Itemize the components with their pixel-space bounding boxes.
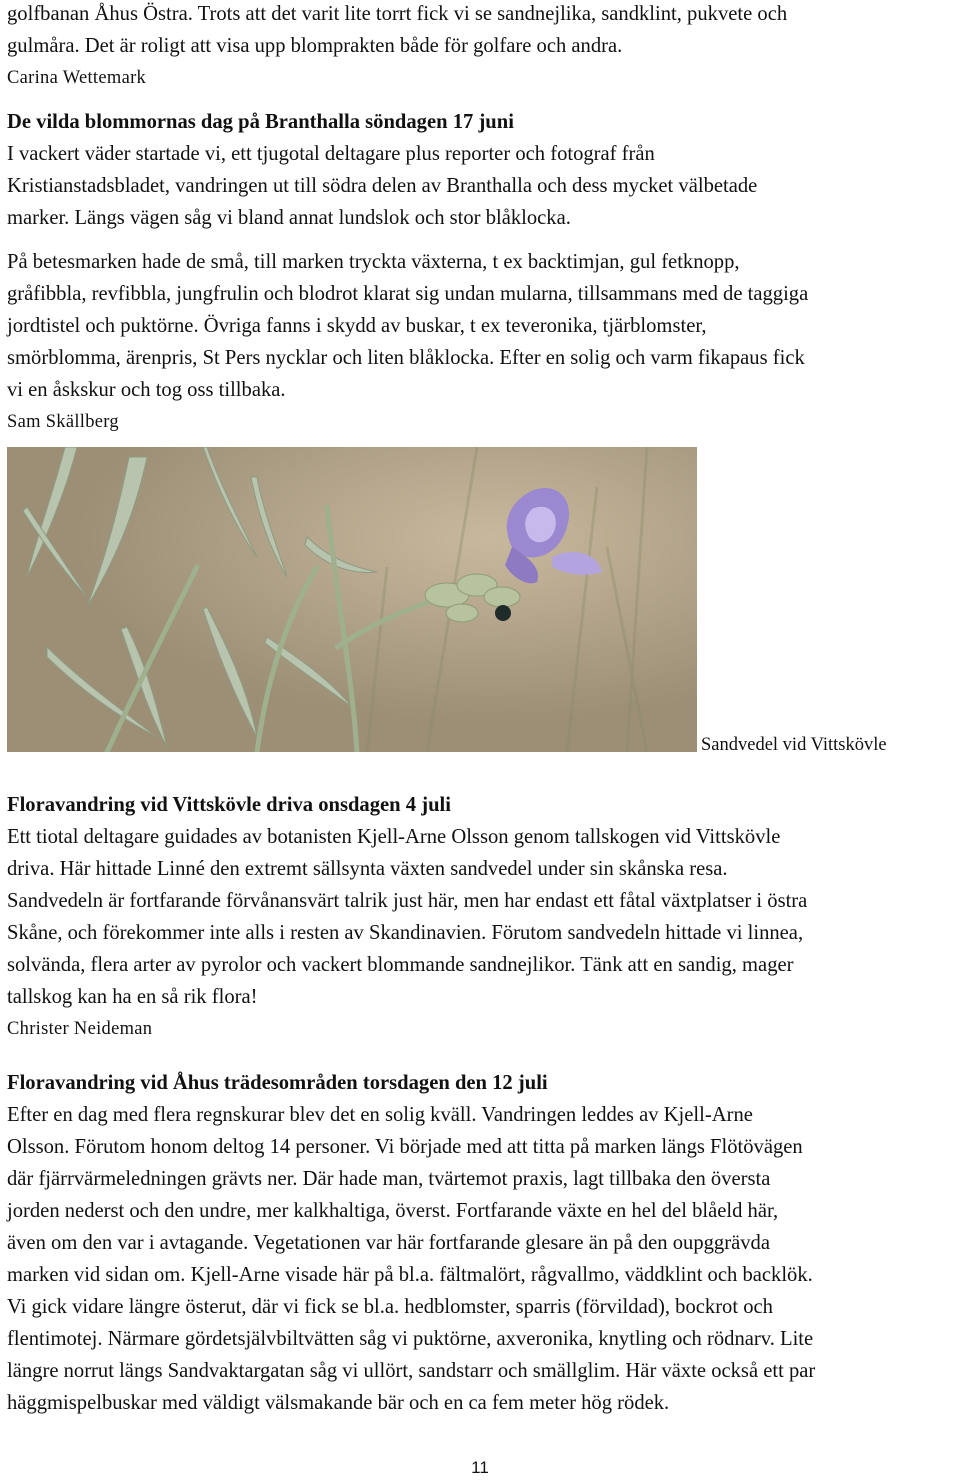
photo-caption: Sandvedel vid Vittskövle bbox=[701, 735, 887, 755]
text-line: Efter en dag med flera regnskurar blev det en solig kväll. Vandringen leddes av Kjell-Arne bbox=[7, 1104, 753, 1126]
text-line: vi en åskskur och tog oss tillbaka. bbox=[7, 379, 286, 401]
text-line: där fjärrvärmeledningen grävts ner. Där hade man, tvärtemot praxis, lagt tillbaka den översta bbox=[7, 1168, 771, 1190]
text-line: Ett tiotal deltagare guidades av botanisten Kjell-Arne Olsson genom tallskogen vid Vittskövle bbox=[7, 826, 781, 848]
text-line: I vackert väder startade vi, ett tjugotal deltagare plus reporter och fotograf från bbox=[7, 143, 655, 165]
intro-paragraph bbox=[7, 0, 953, 94]
text-line: även om den var i avtagande. Vegetationen var här fortfarande glesare än på den oupggrävda bbox=[7, 1232, 770, 1254]
text-line: marker. Längs vägen såg vi bland annat lundslok och stor blåklocka. bbox=[7, 207, 571, 229]
text-line: jorden nederst och den undre, mer kalkhaltiga, överst. Fortfarande växte en hel del blåeld här, bbox=[7, 1200, 779, 1222]
text-line: Sandvedeln är fortfarande förvånansvärt talrik just här, men har endast ett fåtal växtplatser i östra bbox=[7, 890, 808, 912]
text-line: Kristianstadsbladet, vandringen ut till södra delen av Branthalla och dess mycket välbetade bbox=[7, 175, 758, 197]
section-heading: Floravandring vid Vittskövle driva onsdagen 4 juli bbox=[7, 794, 451, 816]
text-line: flentimotej. Närmare gördetsjälvbiltvätten såg vi puktörne, axveronika, knytling och rödnarv. Lite bbox=[7, 1328, 814, 1350]
text-line: driva. Här hittade Linné den extremt sällsynta växten sandvedel under sin skånska resa. bbox=[7, 858, 728, 880]
text-line: jordtistel och puktörne. Övriga fanns i skydd av buskar, t ex teveronika, tjärblomster, bbox=[7, 315, 707, 337]
text-line: Skåne, och förekommer inte alls i resten av Skandinavien. Förutom sandvedeln hittade vi linnea, bbox=[7, 922, 804, 944]
flower-photo bbox=[7, 447, 697, 752]
section-heading: Floravandring vid Åhus trädesområden torsdagen den 12 juli bbox=[7, 1072, 548, 1094]
section-ahus bbox=[7, 1067, 953, 1419]
section-branthalla bbox=[7, 106, 953, 438]
text-line: Olsson. Förutom honom deltog 14 personer. Vi började med att titta på marken längs Flötövägen bbox=[7, 1136, 803, 1158]
text-line: gulmåra. Det är roligt att visa upp blomprakten både för golfare och andra. bbox=[7, 35, 623, 57]
text-line: häggmispelbuskar med väldigt välsmakande bär och en ca fem meter hög rödek. bbox=[7, 1392, 670, 1414]
signature: Christer Neideman bbox=[7, 1019, 153, 1039]
text-line: tallskog kan ha en så rik flora! bbox=[7, 986, 258, 1008]
text-line: solvända, flera arter av pyrolor och vackert blommande sandnejlikor. Tänk att en sandig, mager bbox=[7, 954, 794, 976]
text-line: längre norrut längs Sandvaktargatan såg vi ullört, sandstarr och smällglim. Här växte också ett par bbox=[7, 1360, 816, 1382]
signature: Sam Skällberg bbox=[7, 412, 119, 432]
text-line: golfbanan Åhus Östra. Trots att det varit lite torrt fick vi se sandnejlika, sandklint, pukvete och bbox=[7, 3, 788, 25]
photo-figure bbox=[7, 447, 953, 789]
sandvedel-illustration bbox=[7, 447, 697, 752]
section-heading: De vilda blommornas dag på Branthalla söndagen 17 juni bbox=[7, 111, 514, 133]
text-line: På betesmarken hade de små, till marken tryckta växterna, t ex backtimjan, gul fetknopp, bbox=[7, 251, 740, 273]
text-line: marken vid sidan om. Kjell-Arne visade här på bl.a. fältmalört, rågvallmo, väddklint och backlök. bbox=[7, 1264, 813, 1286]
signature: Carina Wettemark bbox=[7, 68, 147, 88]
text-line: smörblomma, ärenpris, St Pers nycklar och liten blåklocka. Efter en solig och varm fikapaus fick bbox=[7, 347, 805, 369]
text-line: Vi gick vidare längre österut, där vi fick se bl.a. hedblomster, sparris (förvildad), bockrot och bbox=[7, 1296, 773, 1318]
section-vittskovle bbox=[7, 789, 953, 1045]
document-page bbox=[7, 0, 953, 1419]
text-line: gråfibbla, revfibbla, jungfrulin och blodrot klarat sig undan mularna, tillsammans med de taggiga bbox=[7, 283, 809, 305]
page-number: 11 bbox=[471, 1458, 489, 1477]
